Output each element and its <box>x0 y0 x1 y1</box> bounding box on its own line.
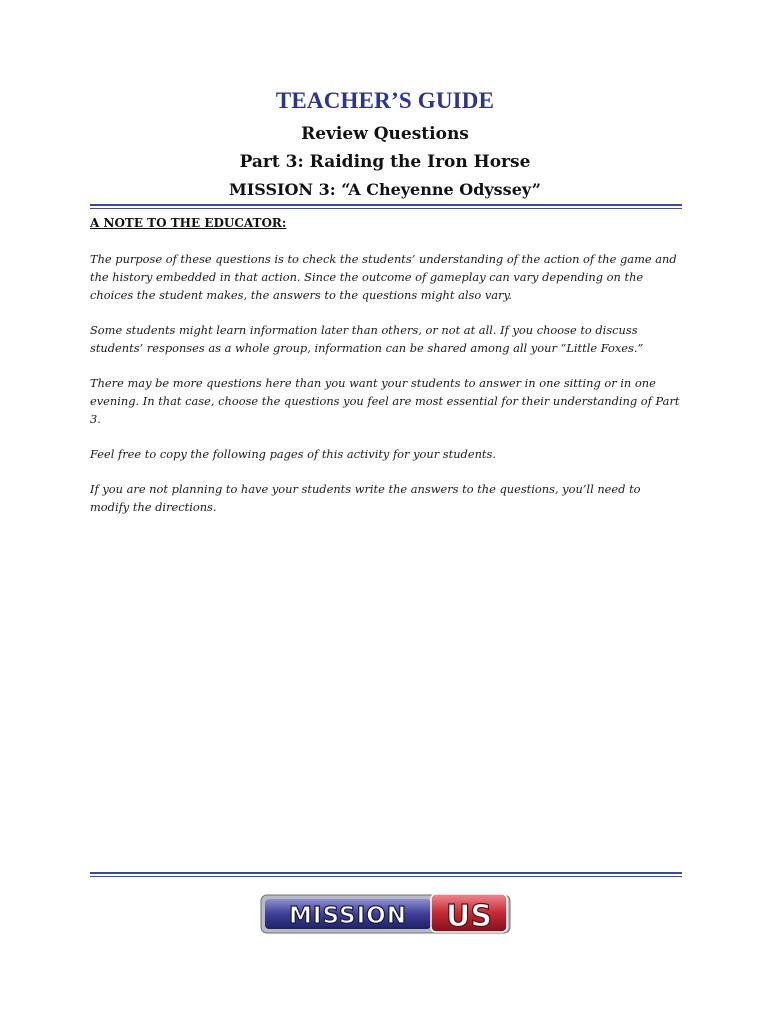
document-header <box>0 86 770 202</box>
header-divider <box>90 204 682 209</box>
note-paragraph: There may be more questions here than you want your students to answer in one sitting or in one evening. In that case, choose the questions you feel are most essential for their understanding of Part 3. <box>90 376 680 426</box>
logo-us-text: US <box>446 899 492 934</box>
part-subtitle: Part 3: Raiding the Iron Horse <box>239 152 531 172</box>
footer-divider <box>90 872 682 877</box>
note-paragraph: If you are not planning to have your students write the answers to the questions, you’ll need to modify the directions. <box>90 482 641 514</box>
guide-title: TEACHER’S GUIDE <box>275 88 495 113</box>
note-heading: A NOTE TO THE EDUCATOR: <box>90 216 287 230</box>
mission-subtitle: MISSION 3: “A Cheyenne Odyssey” <box>229 180 541 199</box>
note-paragraph: The purpose of these questions is to check the students’ understanding of the action of the game and the history embedded in that action. Since the outcome of gameplay can vary depending on the choices the student makes, the answers to the questions might also vary. <box>90 252 677 302</box>
logo-mission-text: MISSION <box>289 903 407 929</box>
review-questions-subtitle: Review Questions <box>301 124 469 144</box>
note-body <box>90 250 682 533</box>
note-paragraph: Some students might learn information later than others, or not at all. If you choose to discuss students’ responses as a whole group, information can be shared among all your “Little Foxes.” <box>90 323 644 355</box>
note-paragraph: Feel free to copy the following pages of this activity for your students. <box>90 447 496 461</box>
mission-us-logo <box>260 892 511 935</box>
